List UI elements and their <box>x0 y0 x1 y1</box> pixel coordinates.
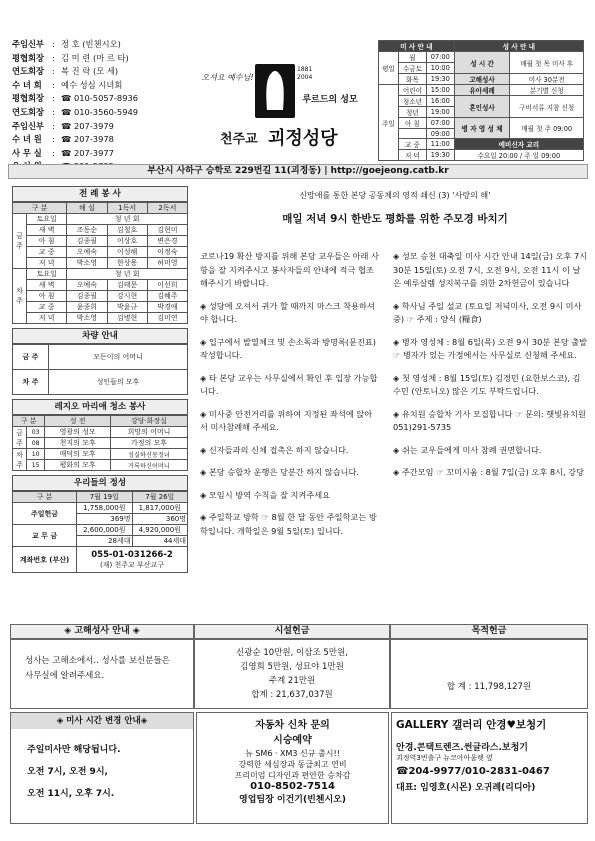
cell: 김혜주 <box>147 291 187 302</box>
logo-year: 1881 2004 <box>297 66 313 81</box>
staff-value: 복 진 락 (모 세) <box>61 66 119 77</box>
col-header: 강당·화장실 <box>110 416 187 427</box>
parish-name-b: 괴정성당 <box>268 128 338 149</box>
cell: 희망의 어머니 <box>110 427 187 438</box>
sac-name: 병 자 영 성 체 <box>454 118 510 139</box>
cell: 청 년 회 <box>67 269 188 280</box>
notice-item: ◈ 학사님 주일 설교 (토요일 저녁미사, 오전 9시 미사중) ☞ 주제 : 양식 (糧食) <box>393 300 582 324</box>
account-number: 055-01-031266-2 <box>91 549 173 560</box>
parish-sub: 루르드의 성모 <box>302 95 358 105</box>
mass-title: 미 사 안 내 <box>379 41 455 52</box>
glass-ad-line: GALLERY 갤러리 안경♥보청기 <box>396 719 547 731</box>
cell: 차 주 <box>13 370 49 395</box>
cell: 이성해 <box>107 247 147 258</box>
cell: 새 벽 <box>27 225 67 236</box>
cell: 아 침 <box>27 291 67 302</box>
notice-item: ◈ 성모 승천 대축일 미사 시간 안내 14일(금) 오후 7시 30분 15일(토) 오전 7시, 오전 9시, 오전 11시 이 날은 예루살렘 성지복구를 위한 2차헌금이 있습니다 <box>393 251 588 288</box>
facility-total: 합계 : 21,637,037원 <box>251 690 333 700</box>
mass-change-box <box>10 712 194 824</box>
cell: 03 <box>27 427 45 438</box>
facility-body <box>194 639 390 709</box>
cell: 성인들의 모후 <box>49 370 188 395</box>
notices-left <box>200 250 380 547</box>
notice-item: ◈ 성당에 오셔서 귀가 할 때까지 마스크 착용하셔야 합니다. <box>200 300 375 324</box>
cell: 성실하신동정녀 <box>110 449 187 460</box>
car-ad-line: 영업팀장 이건기(빈첸시오) <box>239 795 346 805</box>
sac-name: 유아세례 <box>454 85 510 96</box>
cell: 모든이의 어머니 <box>49 345 188 370</box>
col-header: 해 설 <box>67 203 107 214</box>
cell: 교 중 <box>27 247 67 258</box>
col-header: 구 분 <box>13 203 67 214</box>
notice-item: ◈ 주간모임 ☞ 꼬미시움 : 8월 7일(금) 오후 8시, 강당 <box>393 467 584 477</box>
staff-key: 연도회장 <box>12 66 45 77</box>
cell: 조동순 <box>67 225 107 236</box>
staff-key: 주임신부 <box>12 39 45 49</box>
mass-time: 16:00 <box>426 96 454 107</box>
col-header: 성 전 <box>45 416 111 427</box>
notice-item: ◈ 미사중 안전거리를 위하여 지정된 좌석에 앉아서 미사참례해 주세요. <box>200 408 373 432</box>
cell: 윤종희 <box>67 302 107 313</box>
week-label: 차주 <box>13 269 27 324</box>
notices-right <box>393 250 588 489</box>
sacrament-title: 성 사 안 내 <box>454 41 583 52</box>
sac-name: 고해성사 <box>454 74 510 85</box>
purpose-title: 목적헌금 <box>390 624 588 639</box>
notice-item: 코로나19 확산 방지를 위해 본당 교우들은 아래 사항을 잘 지켜주시고 봉사자들의 안내에 적극 협조해주시기 바랍니다. <box>200 251 379 288</box>
cell: 교 무 금 <box>13 525 77 547</box>
account-cell <box>77 547 188 573</box>
confession-body: 성사는 고해소에서.. 성사를 보신분들은 사무실에 알려주세요. <box>10 639 194 709</box>
glass-ad-phone: ☎204-9977/010-2831-0467 <box>396 766 550 777</box>
cell: 평화의 모후 <box>45 460 111 471</box>
staff-value: 정 호 (빈첸시오) <box>61 39 121 49</box>
cell: 1,758,000원 <box>77 503 132 514</box>
cell: 계좌번호 (부산) <box>13 547 77 573</box>
cell: 김철호 <box>107 225 147 236</box>
week-label: 금주 <box>13 427 27 449</box>
col-header: 2독서 <box>147 203 187 214</box>
cell: 이선희 <box>147 280 187 291</box>
col-header: 구 분 <box>13 416 45 427</box>
staff-key: 수 녀 회 <box>12 79 42 90</box>
car-ad-line: 강력한 세심장과 동급최고 연비 <box>238 760 347 769</box>
glass-ad <box>391 712 588 824</box>
mass-time: 19:30 <box>426 150 454 161</box>
cell: 교 중 <box>27 302 67 313</box>
sac-value: 분기별 신청 <box>510 85 584 96</box>
sac-value: 구비서류 지참 신청 <box>510 96 584 118</box>
cell: 토요일 <box>27 214 67 225</box>
sac-name: 혼인성사 <box>454 96 510 118</box>
mass-day: 수금토 <box>398 63 426 74</box>
mass-day: 아 침 <box>398 118 426 129</box>
cell: 청 년 회 <box>67 214 188 225</box>
cell: 이정숙 <box>147 247 187 258</box>
mass-change-line: 오전 7시, 오전 9시, <box>27 767 108 777</box>
notice-item: ◈ 타 본당 교우는 사무실에서 확인 후 입장 가능합니다. <box>200 372 378 396</box>
liturgy-table <box>12 202 188 324</box>
vehicle-title: 차량 안내 <box>12 328 188 344</box>
staff-key: 평협회장 <box>12 93 45 104</box>
mass-time: 19:30 <box>426 74 454 85</box>
mass-day: 저 녁 <box>398 150 426 161</box>
staff-key: 수 녀 원 <box>12 134 42 145</box>
mass-time: 11:00 <box>426 139 454 150</box>
cell: 박소영 <box>67 313 107 324</box>
glass-ad-line: 대표: 임영호(시몬) 오귀례(리디아) <box>396 783 536 793</box>
mass-day: 화목 <box>398 74 426 85</box>
sac-name: 성 시 간 <box>454 52 510 74</box>
cell: 천지의 모후 <box>45 438 111 449</box>
mass-time: 15:00 <box>426 85 454 96</box>
liturgy-title: 전 례 봉 사 <box>12 186 188 202</box>
cell: 강시현 <box>107 291 147 302</box>
address-banner: 부산시 사하구 승학로 229번길 11(괴정동) | http://goejeong.catb.kr <box>8 164 588 179</box>
vehicle-table <box>12 344 188 395</box>
cell: 10 <box>27 449 45 460</box>
car-ad-phone: 010-8502-7514 <box>250 781 335 792</box>
staff-list: 주임신부 : 정 호 (빈첸시오) 평협회장 : 김 미 련 (마 르 타) 연도회장 : 복 진 락 (모 세) 수 녀 회 : 예수 성심 시녀회 평협회장 : ☎ 010-5057-8936 연도회장 : ☎ 010-3560-5949 주임신부 : ☎ 207-3979 수 녀 원 : ☎ 207-3978 사 무 실 : ☎ 207-3977 <box>12 38 190 174</box>
notice-item: ◈ 주일학교 방학 ☞ 8월 한 달 동안 주일학교는 방학입니다. 개학일은 9월 5일(토) 입니다. <box>200 512 377 536</box>
sac-value: 매월 첫 목 미사 후 <box>510 52 584 74</box>
col-header: 1독서 <box>107 203 147 214</box>
notice-item: ◈ 쉬는 교우들에게 미사 참례 권면합니다. <box>393 444 542 455</box>
car-ad-line: 뉴 SM6 · XM3 신규 출시!! <box>245 749 340 758</box>
parish-name-a: 천주교 <box>220 132 258 147</box>
prayer-line: 매일 저녁 9시 한반도 평화를 위한 주모경 바치기 <box>282 213 508 225</box>
cell: 저 녁 <box>27 313 67 324</box>
staff-value: 예수 성심 시녀회 <box>61 79 123 90</box>
mass-day: 청소년 <box>398 96 426 107</box>
mass-time: 10:00 <box>426 63 454 74</box>
staff-key: 사 무 실 <box>12 147 42 158</box>
staff-key: 주임신부 <box>12 120 45 131</box>
facility-title: 시설헌금 <box>194 624 390 639</box>
cell: 거룩하신어머니 <box>110 460 187 471</box>
staff-value: ☎ 010-3560-5949 <box>61 106 139 117</box>
mass-time: 19:00 <box>426 107 454 118</box>
cell: 369명 <box>77 514 132 525</box>
cell: 김종필 <box>67 236 107 247</box>
staff-value: ☎ 207-3978 <box>61 134 114 145</box>
cell: 4,920,000원 <box>132 525 187 536</box>
staff-value: ☎ 010-5057-8936 <box>61 93 139 104</box>
cell: 토요일 <box>27 269 67 280</box>
week-label: 차주 <box>13 449 27 471</box>
car-ad-line: 프리미엄 디자인과 편안한 승차감 <box>234 771 351 780</box>
mass-time: 09:00 <box>426 129 454 139</box>
cell: 28세대 <box>77 536 132 547</box>
cell: 한상용 <box>107 258 147 269</box>
sac-value: 매월 첫 주 09:00 <box>510 118 584 139</box>
staff-value: ☎ 207-3979 <box>61 120 114 131</box>
mass-day: 교 중 <box>398 139 426 150</box>
cell: 2,600,000원 <box>77 525 132 536</box>
cell: 허미영 <box>147 258 187 269</box>
sac-value: 미사 30분전 <box>510 74 584 85</box>
mass-time: 07:00 <box>426 118 454 129</box>
cell: 김태문 <box>107 280 147 291</box>
sunday-label: 주일 <box>379 85 399 161</box>
edu-times: 수요일 20:00 / 주 일 09:00 <box>454 150 583 161</box>
cell: 오예숙 <box>67 247 107 258</box>
col-header: 구 분 <box>13 492 77 503</box>
staff-value: ☎ 207-3977 <box>61 147 114 158</box>
glass-ad-line: 괴정역3번출구 뉴코아아울렛 옆 <box>396 754 493 762</box>
mass-day: 어린이 <box>398 85 426 96</box>
staff-key: 연도회장 <box>12 106 45 117</box>
car-ad <box>196 712 389 824</box>
col-header: 7월 19일 <box>77 492 132 503</box>
facility-line: 주계 21만원 <box>268 676 316 686</box>
church-logo <box>255 64 295 118</box>
cell: 박경애 <box>147 302 187 313</box>
notice-item: ◈ 유치원 승합차 기사 모집합니다 ☞ 문의: 햇빛유치원 051)291-5735 <box>393 408 586 432</box>
theme-line: 신망애를 통한 본당 공동체의 영적 쇄신 (3) ‘사랑의 해’ <box>299 191 491 200</box>
cell: 김현미 <box>147 225 187 236</box>
cell: 가정의 모후 <box>110 438 187 449</box>
cell: 박윤규 <box>107 302 147 313</box>
notice-item: ◈ 첫 영성체 : 8월 15일(토) 김경민 (요한보스코), 김수민 (안토니오) 많은 기도 부탁드립니다. <box>393 372 581 396</box>
cell: 변은경 <box>147 236 187 247</box>
clean-title: 레지오 마리애 청소 봉사 <box>12 399 188 415</box>
cell: 김미연 <box>147 313 187 324</box>
notice-item: ◈ 입구에서 발열체크 및 손소독과 방명록(문진표) 작성합니다. <box>200 336 376 360</box>
col-header: 7월 26일 <box>132 492 187 503</box>
cell: 08 <box>27 438 45 449</box>
purpose-body: 합 계 : 11,798,127원 <box>390 639 588 709</box>
cell: 김병현 <box>107 313 147 324</box>
cell: 아 침 <box>27 236 67 247</box>
clean-table <box>12 415 188 471</box>
cell: 44세대 <box>132 536 187 547</box>
notice-item: ◈ 병자 영성체 : 8월 6일(목) 오전 9시 30분 본당 출발 ☞ 병자가 있는 가정에서는 사무실로 신청해 주세요. <box>393 336 588 360</box>
account-holder: (재) 천주교 부산교구 <box>100 560 165 569</box>
cell: 김종필 <box>67 291 107 302</box>
weekday-label: 평일 <box>379 52 399 85</box>
mass-day: 청년 <box>398 107 426 118</box>
mass-time: 07:00 <box>426 52 454 63</box>
cell: 오예숙 <box>67 280 107 291</box>
confession-title: ◈ 고해성사 안내 ◈ <box>10 624 194 639</box>
facility-line: 김영희 5만원, 성묘야 1만원 <box>240 662 344 672</box>
cell: 이상호 <box>107 236 147 247</box>
edu-title: 예비신자 교리 <box>454 139 583 150</box>
cell: 주일헌금 <box>13 503 77 525</box>
cell: 15 <box>27 460 45 471</box>
left-column <box>12 186 188 573</box>
facility-line: 신광순 10만원, 이삼조 5만원, <box>236 648 348 658</box>
mass-day <box>398 129 426 139</box>
offering-title: 우리들의 정성 <box>12 475 188 491</box>
mass-schedule <box>378 40 584 161</box>
notice-item: ◈ 본당 승합차 운행은 당분간 하지 않습니다. <box>200 467 359 477</box>
cell: 1,817,000원 <box>132 503 187 514</box>
week-label: 금주 <box>13 214 27 269</box>
mass-change-line: 주일미사만 해당됩니다. <box>27 745 121 755</box>
logo-script: 오셔요 예수님! <box>201 73 254 82</box>
car-ad-line: 시승예약 <box>273 735 312 746</box>
staff-key: 평협회장 <box>12 52 45 63</box>
cell: 박소영 <box>67 258 107 269</box>
glass-ad-line: 안경.콘택트렌즈.썬글라스.보청기 <box>396 743 528 753</box>
cell: 금 주 <box>13 345 49 370</box>
mass-change-title: ◈ 미사 시간 변경 안내◈ <box>11 713 193 729</box>
cell: 360명 <box>132 514 187 525</box>
car-ad-line: 자동차 신차 문의 <box>255 720 330 731</box>
offering-table <box>12 491 188 573</box>
notice-item: ◈ 모임시 방역 수칙을 잘 지켜주세요 <box>200 489 331 500</box>
mass-change-line: 오전 11시, 오후 7시. <box>27 789 115 799</box>
cell: 저 녁 <box>27 258 67 269</box>
notice-item: ◈ 신자들과의 신체 접촉은 하지 않습니다. <box>200 444 349 455</box>
mass-day: 월 <box>398 52 426 63</box>
cell: 영광의 성모 <box>45 427 111 438</box>
cell: 매덕의 모후 <box>45 449 111 460</box>
cell: 새 벽 <box>27 280 67 291</box>
staff-value: 김 미 련 (마 르 타) <box>61 52 129 63</box>
